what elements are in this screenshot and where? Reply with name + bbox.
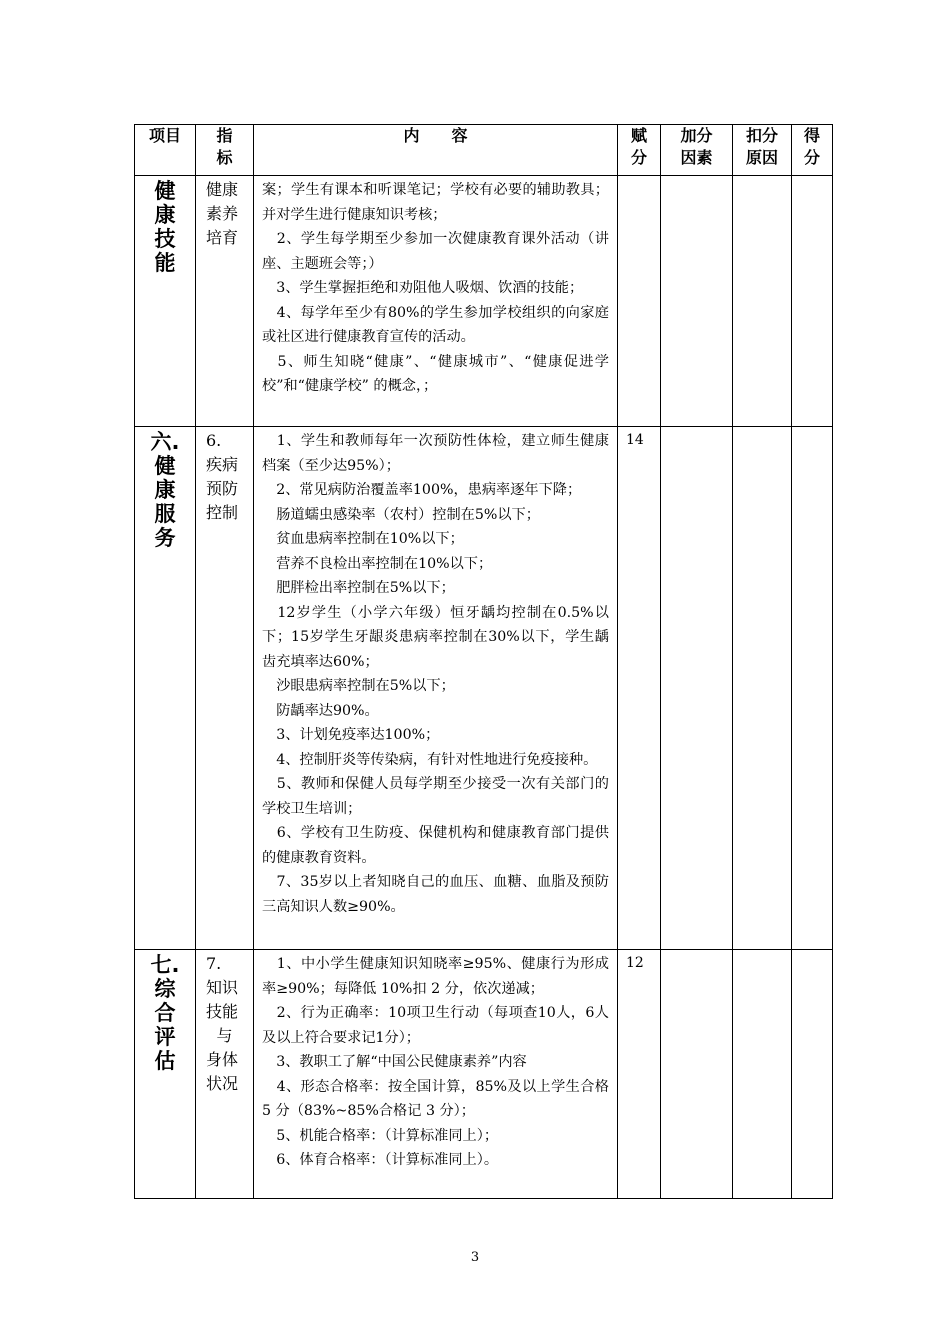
- indicator-cell: 6. 疾病 预防 控制: [196, 427, 254, 950]
- deduct-cell: [733, 176, 792, 427]
- gain-cell: [792, 176, 833, 427]
- content-cell: 1、学生和教师每年一次预防性体检，建立师生健康档案（至少达95%）； 2、常见病防治覆盖率100%，患病率逐年下降； 肠道蠕虫感染率（农村）控制在5%以下； 贫血患病率控制在10%以下； 营养不良检出率控制在10%以下； 肥胖检出率控制在5%以下； 12岁学生（小学六年级）恒牙龋均控制在0.5%以下；15岁学生牙龈炎患病率控制在30%以下，学生龋齿充填率达60%； 沙眼患病率控制在5%以下； 防龋率达90%。 3、计划免疫率达100%； 4、控制肝炎等传染病，有针对性地进行免疫接种。 5、教师和保健人员每学期至少接受一次有关部门的学校卫生培训； 6、学校有卫生防疫、保健机构和健康教育部门提供的健康教育资料。 7、35岁以上者知晓自己的血压、血糖、血脂及预防三高知识人数≥90%。: [254, 427, 618, 950]
- category-cell: 七. 综 合 评 估: [135, 950, 196, 1199]
- header-project: 项目: [135, 125, 196, 176]
- header-gain: 得 分: [792, 125, 833, 176]
- category-cell: 六. 健 康 服 务: [135, 427, 196, 950]
- score-cell: 14: [618, 427, 661, 950]
- content-cell: 1、中小学生健康知识知晓率≥95%、健康行为形成率≥90%；每降低 10%扣 2 分，依次递减； 2、行为正确率：10项卫生行动（每项查10人，6人及以上符合要求记1分）； 3、教职工了解“中国公民健康素养”内容 4、形态合格率：按全国计算，85%及以上学生合格 5 分（83%~85%合格记 3 分）； 5、机能合格率：（计算标准同上）； 6、体育合格率：（计算标准同上）。: [254, 950, 618, 1199]
- score-cell: [618, 176, 661, 427]
- indicator-cell: 7. 知识 技能 与 身体 状况: [196, 950, 254, 1199]
- header-deduct: 扣分 原因: [733, 125, 792, 176]
- table-header-row: [135, 125, 833, 176]
- content-cell: 案；学生有课本和听课笔记；学校有必要的辅助教具；并对学生进行健康知识考核； 2、学生每学期至少参加一次健康教育课外活动（讲座、主题班会等；） 3、学生掌握拒绝和劝阻他人吸烟、饮酒的技能； 4、每学年至少有80%的学生参加学校组织的向家庭或社区进行健康教育宣传的活动。 5、师生知晓“健康”、“健康城市”、“健康促进学校”和“健康学校” 的概念，；: [254, 176, 618, 427]
- header-bonus: 加分 因素: [661, 125, 733, 176]
- header-content: 内 容: [254, 125, 618, 176]
- bonus-cell: [661, 950, 733, 1199]
- header-indicator: 指 标: [196, 125, 254, 176]
- indicator-cell: 健康 素养 培育: [196, 176, 254, 427]
- gain-cell: [792, 950, 833, 1199]
- deduct-cell: [733, 950, 792, 1199]
- bonus-cell: [661, 427, 733, 950]
- page-number: 3: [470, 1250, 480, 1265]
- deduct-cell: [733, 427, 792, 950]
- gain-cell: [792, 427, 833, 950]
- header-score: 赋 分: [618, 125, 661, 176]
- table-row: [135, 427, 833, 950]
- category-cell: 健 康 技 能: [135, 176, 196, 427]
- table-row: [135, 176, 833, 427]
- evaluation-table: [134, 124, 833, 1199]
- table-row: [135, 950, 833, 1199]
- bonus-cell: [661, 176, 733, 427]
- score-cell: 12: [618, 950, 661, 1199]
